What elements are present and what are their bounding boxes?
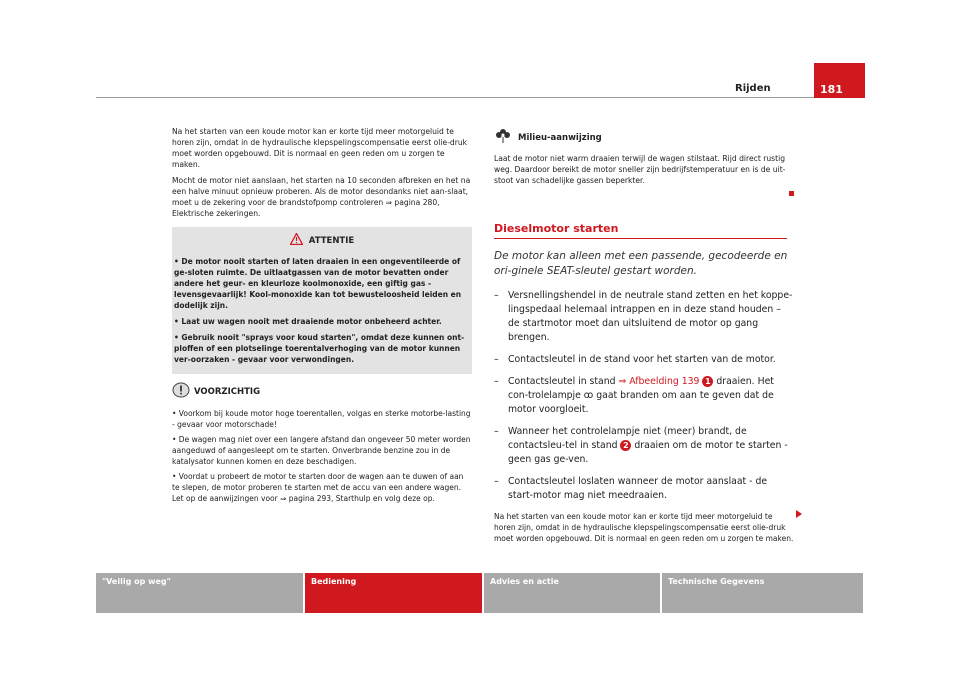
environment-header — [494, 128, 794, 148]
intro-paragraph: Na het starten van een koude motor kan er korte tijd meer motorgeluid te horen zijn, omdat in de hydraulische klepspelingscompensatie eerst olie-druk moet worden opgebouwd. Dit is normaal en geen reden om u zorgen te maken. — [172, 127, 468, 169]
warning-title: ATTENTIE — [308, 235, 355, 246]
position-badge: 2 — [620, 440, 631, 451]
caution-section — [172, 382, 472, 504]
page-number: 181 — [820, 83, 843, 96]
section-end-marker — [789, 191, 794, 196]
figure-link[interactable]: ⇒ Afbeelding 139 — [618, 376, 700, 387]
section-subheading: De motor kan alleen met een passende, gecodeerde en ori-ginele SEAT-sleutel gestart worden. — [494, 250, 788, 277]
flower-icon — [494, 128, 512, 148]
warning-box — [172, 227, 472, 374]
restart-paragraph: Mocht de motor niet aanslaan, het starten na 10 seconden afbreken en het na een halve minuut opnieuw proberen. Als de motor desondanks niet aan-slaat, moet u de zekering voor de brandstofpomp controleren ⇒ pagina 280, Elektrische zekeringen. — [172, 176, 471, 218]
right-column — [494, 128, 794, 544]
list-item: – Contactsleutel in de stand voor het starten van de motor. — [494, 354, 776, 365]
section-title: Rijden — [735, 83, 771, 94]
list-item: – Contactsleutel in stand ⇒ Afbeelding 139 1 draaien. Het con-trolelampje ꝏ gaat branden om aan te geven dat de motor voorgloeit. — [494, 376, 774, 415]
header-rule — [96, 97, 865, 98]
tab-advies-en-actie[interactable]: Advies en actie — [484, 573, 660, 613]
warning-item: • Gebruik nooit "sprays voor koud starten", omdat deze kunnen ont-ploffen of een plotselinge toerentalverhoging van de motor kunnen ver-oorzaken - gevaar voor verwondingen. — [174, 333, 465, 364]
list-item: – Versnellingshendel in de neutrale stand zetten en het koppe-lingspedaal helemaal intrappen en in deze stand houden – de startmotor moet dan uitsluitend de motor op gang brengen. — [494, 290, 793, 343]
arrow-right-icon[interactable] — [796, 510, 802, 518]
left-column — [172, 126, 472, 508]
caution-item: • De wagen mag niet over een langere afstand dan ongeveer 50 meter worden aangeduwd of aangesleept om te starten. Onverbrande benzine zou in de katalysator kunnen komen en deze beschadigen. — [172, 435, 471, 466]
glow-plug-icon: ꝏ — [583, 390, 594, 401]
caution-title: VOORZICHTIG — [194, 386, 261, 397]
warning-header — [172, 233, 472, 249]
caution-item: • Voorkom bij koude motor hoge toerentallen, volgas en sterke motorbe-lasting - gevaar voor motorschade! — [172, 409, 471, 429]
environment-title: Milieu-aanwijzing — [518, 132, 602, 143]
warning-item: • De motor nooit starten of laten draaien in een ongeventileerde of ge-sloten ruimte. De uitlaatgassen van de motor bevatten onder andere het geur- en kleurloze koolmonoxide, een giftig gas - levensgevaarlijk! Kool-monoxide kan tot bewusteloosheid leiden en dodelijk zijn. — [174, 257, 462, 310]
warning-item: • Laat uw wagen nooit met draaiende motor onbeheerd achter. — [174, 317, 442, 326]
exclamation-circle-icon — [172, 382, 190, 402]
footer-tabs — [96, 573, 865, 613]
caution-item: • Voordat u probeert de motor te starten door de wagen aan te duwen of aan te slepen, de motor proberen te starten met de accu van een andere wagen. Let op de aanwijzingen voor ⇒ pagina 293, Starthulp en volg deze op. — [172, 472, 464, 503]
warning-triangle-icon — [290, 233, 303, 249]
position-badge: 1 — [702, 376, 713, 387]
list-item: – Wanneer het controlelampje niet (meer) brandt, de contactsleu-tel in stand 2 draaien om de motor te starten - geen gas ge-ven. — [494, 426, 788, 465]
tab-bediening[interactable]: Bediening — [305, 573, 482, 613]
section-heading: Dieselmotor starten — [494, 223, 787, 239]
list-item: – Contactsleutel loslaten wanneer de motor aanslaat - de start-motor mag niet meedraaien. — [494, 476, 768, 501]
tab-technische-gegevens[interactable]: Technische Gegevens — [662, 573, 863, 613]
tab-veilig-op-weg[interactable]: "Veilig op weg" — [96, 573, 303, 613]
closing-paragraph: Na het starten van een koude motor kan er korte tijd meer motorgeluid te horen zijn, omdat in de hydraulische klepspelingscompensatie eerst olie-druk moet worden opgebouwd. Dit is normaal en geen reden om u zorgen te maken. — [494, 512, 794, 543]
step-list — [494, 289, 794, 503]
caution-header — [172, 382, 472, 402]
environment-text: Laat de motor niet warm draaien terwijl de wagen stilstaat. Rijd direct rustig weg. Daardoor bereikt de motor sneller zijn bedrijfstemperatuur en is de uit-stoot van schadelijke gassen beperkter. — [494, 154, 786, 185]
